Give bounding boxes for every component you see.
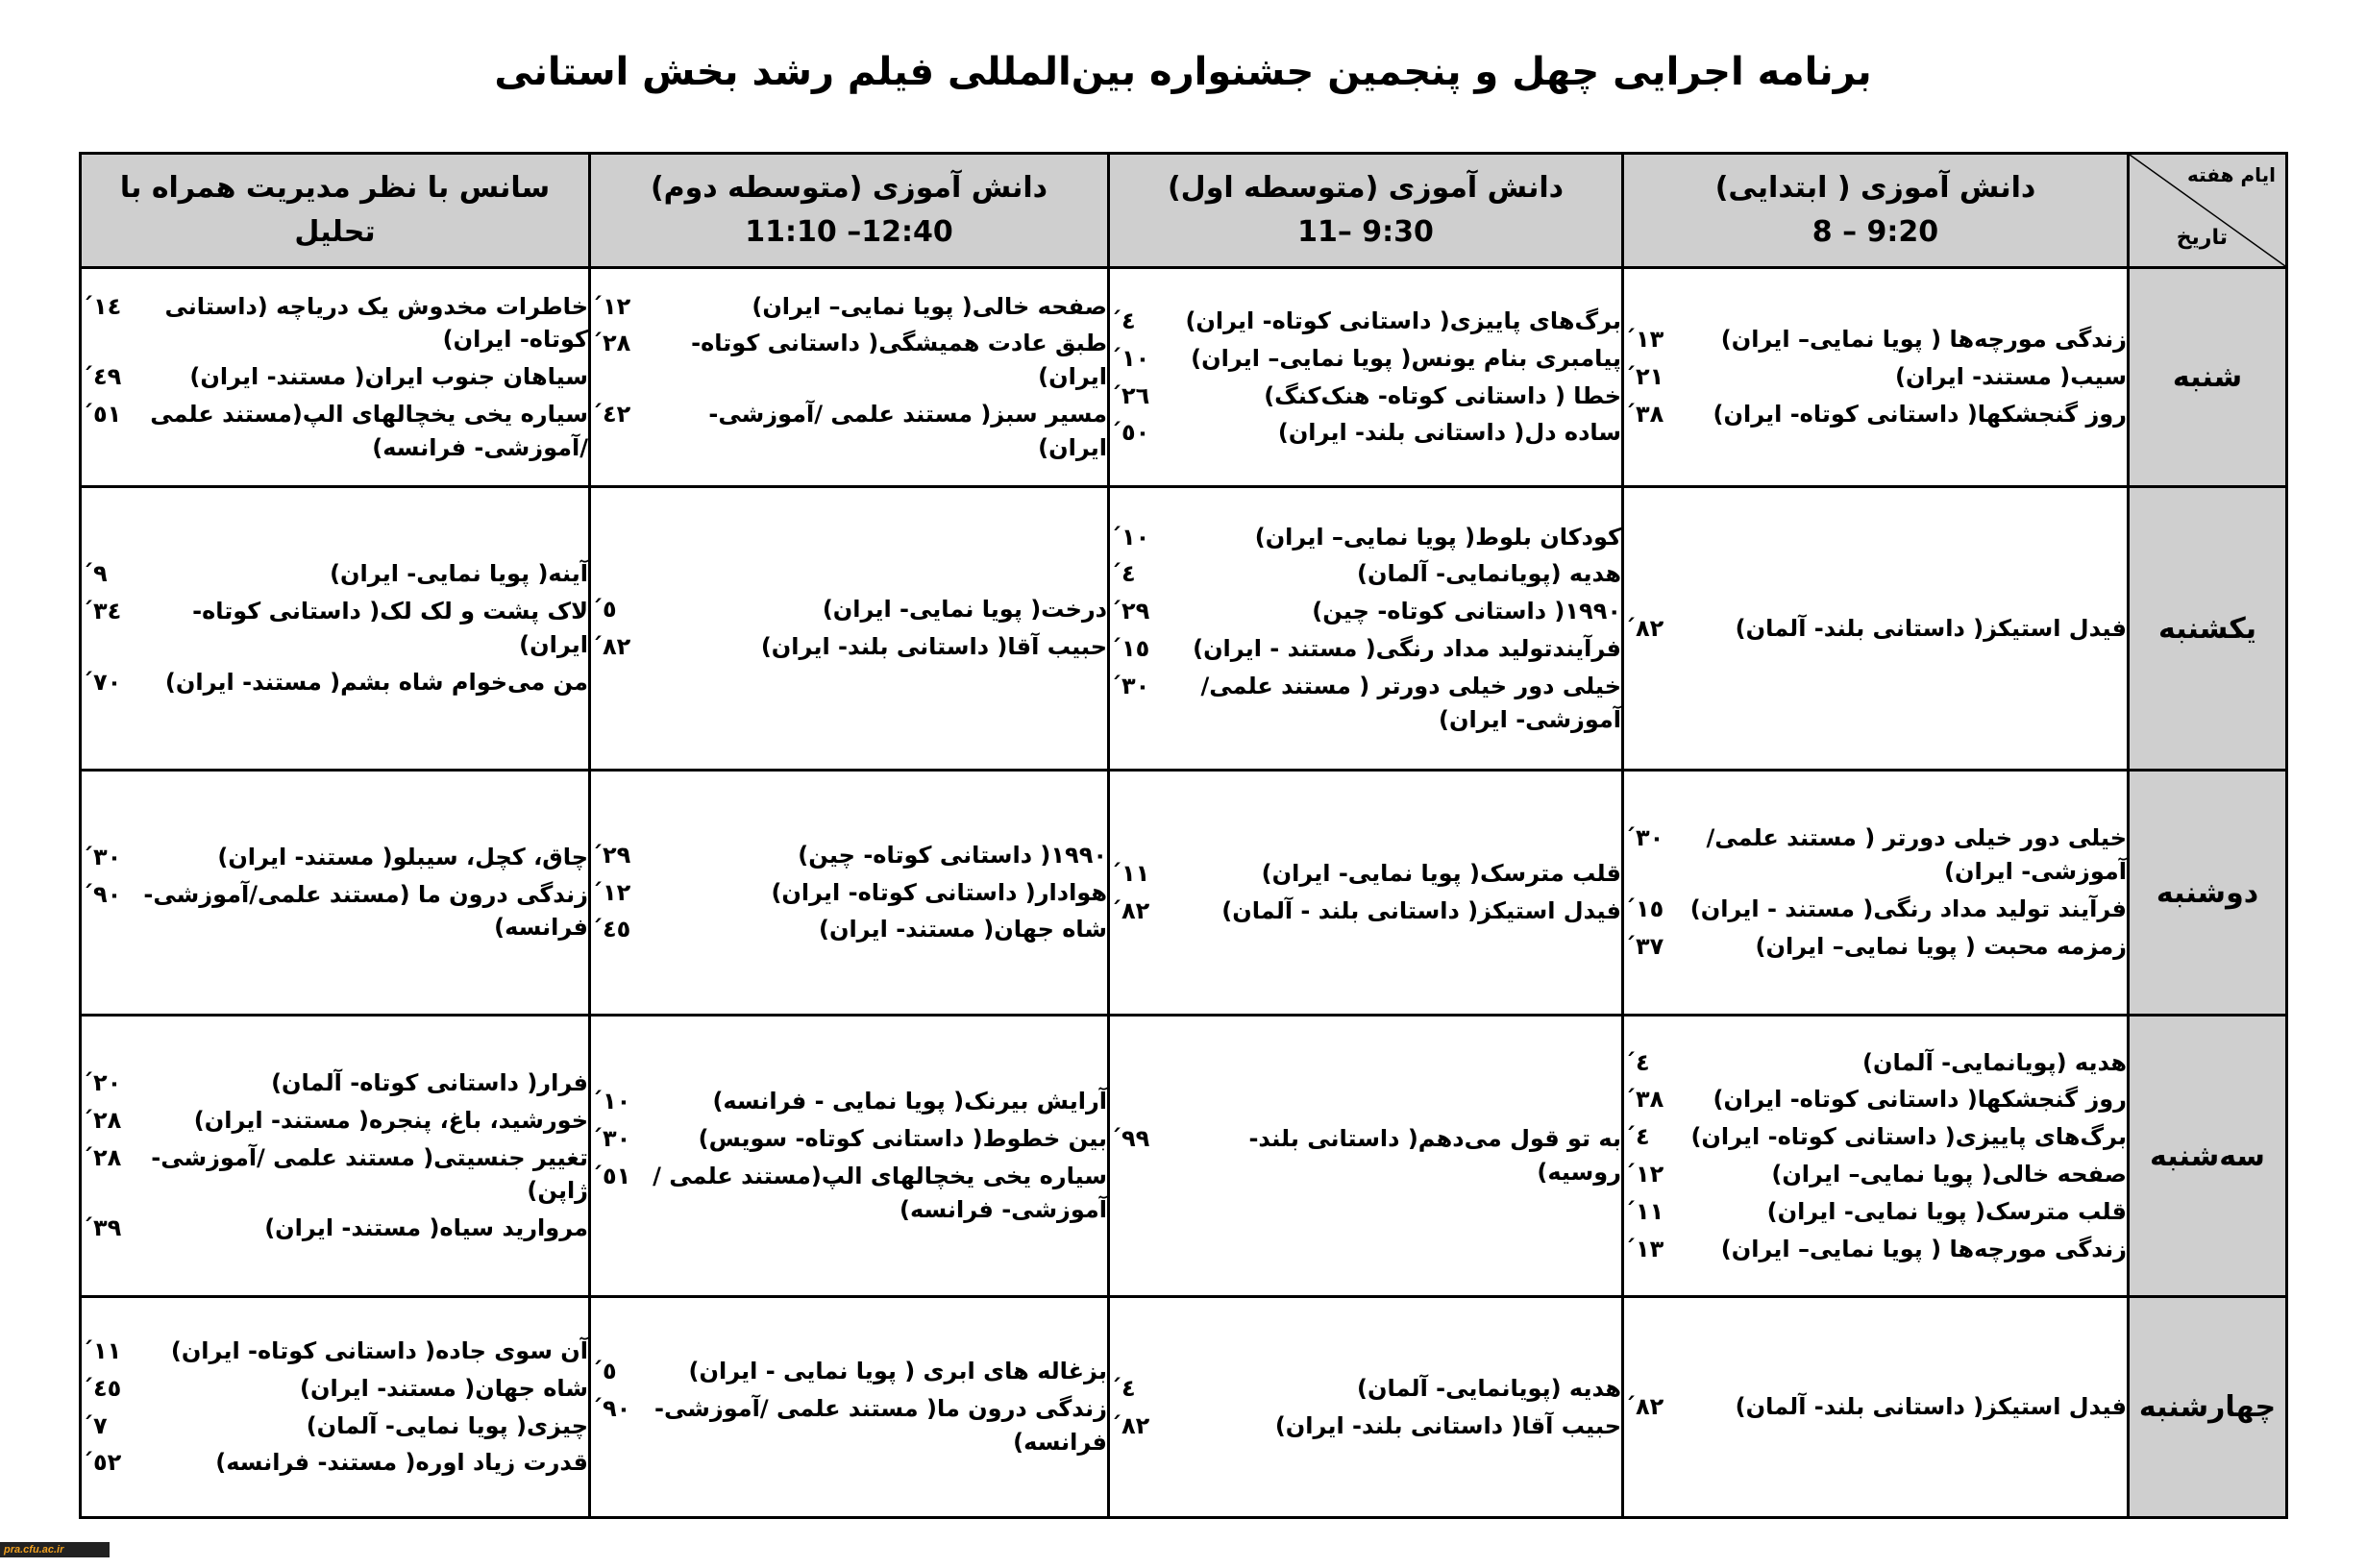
film-item [591,1355,1107,1388]
film-title: سیب( مستند- ایران) [1894,363,2127,391]
schedule-cell [590,1016,1109,1297]
film-duration: ١١´ [82,1336,122,1364]
film-item [82,666,588,699]
film-title: ١٩٩٠( داستانی کوتاه- چین) [1312,598,1621,625]
film-title: هدیه (پویانمایی- آلمان) [1357,1374,1621,1402]
film-duration: ٥١´ [82,400,122,428]
film-item [1624,821,2127,889]
film-duration: ٣٨´ [1624,400,1664,428]
film-duration: ١٠´ [1110,523,1150,551]
film-item [1110,894,1621,928]
schedule-cell [1109,1297,1623,1518]
film-title: ساده دل( داستانی بلند- ایران) [1277,419,1621,447]
schedule-cell [1623,268,2129,487]
film-title: زمزمه محبت ( پویا نمایی– ایران) [1755,932,2127,960]
film-item [1110,557,1621,591]
film-duration: ١٠´ [591,1088,631,1115]
schedule-table [79,152,2288,1519]
film-title: حبیب آقا( داستانی بلند- ایران) [1274,1411,1621,1439]
day-cell: شنبه [2129,268,2287,487]
film-duration: ٣٨´ [1624,1086,1664,1114]
film-title: خطا ( داستانی کوتاه- هنک‌کنگ) [1264,381,1621,409]
film-item [82,1409,588,1443]
table-row [81,771,2287,1016]
film-title: آینه( پویا نمایی- ایران) [330,560,588,588]
film-title: پیامبری بنام یونس( پویا نمایی– ایران) [1191,344,1621,372]
film-item [591,1160,1107,1227]
film-duration: ١٣´ [1624,326,1664,354]
film-item [82,557,588,591]
film-item [591,593,1107,626]
film-title: خیلی دور خیلی دورتر ( مستند علمی/ آموزشی- ایران) [1200,672,1621,733]
film-duration: ٢٩´ [591,841,631,869]
day-cell: سه‌شنبه [2129,1016,2287,1297]
film-title: من می‌خوام شاه بشم( مستند- ایران) [164,668,588,696]
schedule-cell [81,268,590,487]
film-title: شاه جهان( مستند- ایران) [300,1374,588,1402]
film-item [1624,360,2127,394]
film-title: هدیه (پویانمایی- آلمان) [1862,1048,2127,1076]
schedule-cell [590,1297,1109,1518]
film-duration: ٣٠´ [1624,824,1664,852]
film-duration: ٢٩´ [1110,598,1150,625]
schedule-cell [590,487,1109,771]
film-item [82,1335,588,1368]
film-title: فرآیندتولید مداد رنگی( مستند - ایران) [1193,635,1621,662]
film-duration: ١٢´ [591,292,631,320]
schedule-cell [1109,1016,1623,1297]
film-item [1624,893,2127,926]
film-item [1624,1083,2127,1116]
schedule-cell [1623,1297,2129,1518]
film-item [1624,1158,2127,1191]
schedule-cell [81,1016,590,1297]
film-title: لاک پشت و لک لک( داستانی کوتاه- ایران) [192,598,588,658]
film-item [82,1446,588,1480]
film-item [82,360,588,394]
film-duration: ٥٠´ [1110,419,1150,447]
film-duration: ١٣´ [1624,1235,1664,1262]
schedule-cell [1623,487,2129,771]
film-duration: ٢٨´ [82,1143,122,1171]
film-title: فرآیند تولید مداد رنگی( مستند - ایران) [1689,895,2127,922]
column-label: دانش آموزی ( ابتدایی) [1714,170,2036,205]
film-duration: ٥´ [591,1358,617,1385]
film-title: زندگی درون ما (مستند علمی/آموزشی-فرانسه) [143,880,588,942]
film-duration: ٥٢´ [82,1449,122,1477]
film-duration: ٨٢´ [1110,897,1150,924]
film-item [82,290,588,357]
film-duration: ١٢´ [1624,1161,1664,1188]
film-duration: ١٥´ [1110,635,1150,662]
film-title: مسیر سبز( مستند علمی /آموزشی- ایران) [708,400,1107,461]
film-title: صفحه خالی( پویا نمایی– ایران) [752,292,1107,320]
film-title: هوادار( داستانی کوتاه- ایران) [771,878,1107,906]
film-item [1624,398,2127,431]
film-duration: ٣٠´ [591,1125,631,1153]
film-duration: ١٢´ [591,878,631,906]
table-row [81,1297,2287,1518]
schedule-cell [1109,771,1623,1016]
film-duration: ٤٢´ [591,400,631,428]
film-title: چیزی( پویا نمایی- آلمان) [306,1411,588,1439]
column-time: 11– 9:30 [1297,215,1434,249]
film-title: سیاره یخی یخچالهای الپ(مستند علمی /آموزشی- فرانسه) [150,400,588,461]
film-item [1624,1046,2127,1080]
film-title: روز گنجشکها( داستانی کوتاه- ایران) [1713,400,2127,428]
film-duration: ٢١´ [1624,363,1664,391]
film-title: مروارید سیاه( مستند- ایران) [264,1214,588,1242]
film-item [1624,1390,2127,1424]
film-item [1624,1195,2127,1229]
film-item [1110,416,1621,450]
film-duration: ٨٢´ [1624,614,1664,642]
film-duration: ١٠´ [1110,344,1150,372]
film-duration: ٩٩´ [1110,1125,1150,1153]
film-item [1624,612,2127,646]
film-item [591,839,1107,872]
schedule-cell [1623,1016,2129,1297]
film-item [1110,857,1621,891]
day-cell: چهارشنبه [2129,1297,2287,1518]
film-title: شاه جهان( مستند- ایران) [819,916,1107,943]
film-title: فیدل استیکز( داستانی بلند- آلمان) [1735,614,2127,642]
film-duration: ٩٠´ [591,1395,631,1423]
film-title: زندگی مورچه‌ها ( پویا نمایی– ایران) [1720,326,2127,354]
schedule-cell [1109,487,1623,771]
film-duration: ٧٠´ [82,668,122,696]
column-header-management-session [81,154,590,268]
film-duration: ٣٩´ [82,1214,122,1242]
column-header-elementary [1623,154,2129,268]
column-label: دانش آموزی (متوسطه دوم) [650,170,1048,205]
film-title: صفحه خالی( پویا نمایی– ایران) [1771,1161,2127,1188]
film-title: خاطرات مخدوش یک دریاچه (داستانی کوتاه- ایران) [164,292,588,354]
film-item [82,878,588,945]
corner-header [2129,154,2287,268]
film-title: فیدل استیکز( داستانی بلند - آلمان) [1221,897,1621,924]
film-duration: ٥١´ [591,1163,631,1189]
film-item [82,595,588,662]
film-title: خورشید، باغ، پنجره( مستند- ایران) [193,1106,588,1134]
film-duration: ١٤´ [82,292,122,320]
film-item [1110,342,1621,376]
film-item [1110,595,1621,628]
column-time: 11:10 –12:40 [745,215,953,249]
film-title: هدیه (پویانمایی- آلمان) [1357,560,1621,588]
film-title: زندگی مورچه‌ها ( پویا نمایی– ایران) [1720,1235,2127,1262]
film-title: چاق، کچل، سیبلو( مستند- ایران) [217,843,588,870]
film-item [82,1104,588,1138]
film-duration: ٧´ [82,1411,108,1439]
film-duration: ٣٧´ [1624,932,1664,960]
film-duration: ١١´ [1110,860,1150,888]
film-item [1624,1233,2127,1266]
film-duration: ٤٥´ [82,1374,122,1402]
film-duration: ١١´ [1624,1197,1664,1225]
film-duration: ٨٢´ [1110,1411,1150,1439]
film-item [82,1141,588,1209]
film-duration: ٨٢´ [1624,1393,1664,1421]
page-title: برنامه اجرایی چهل و پنجمین جشنواره بین‌المللی فیلم رشد بخش استانی [494,50,1872,94]
film-title: فرار( داستانی کوتاه- آلمان) [271,1069,588,1096]
film-title: بین خطوط( داستانی کوتاه- سویس) [698,1125,1107,1153]
film-item [1110,1409,1621,1443]
film-item [591,876,1107,910]
film-title: فیدل استیکز( داستانی بلند- آلمان) [1735,1393,2127,1421]
film-duration: ١٥´ [1624,895,1664,922]
film-item [1110,521,1621,554]
film-item [1110,305,1621,338]
film-item [82,398,588,465]
film-title: ١٩٩٠( داستانی کوتاه- چین) [798,841,1107,869]
film-title: به تو قول می‌دهم( داستانی بلند- روسیه) [1248,1125,1621,1186]
film-title: قدرت زیاد اوره( مستند- فرانسه) [215,1449,588,1477]
film-item [591,1392,1107,1459]
film-duration: ٤´ [1110,306,1136,334]
film-title: درخت( پویا نمایی- ایران) [822,596,1107,624]
column-label: دانش آموزی (متوسطه اول) [1167,170,1565,205]
film-item [82,1066,588,1100]
film-title: حبیب آقا( داستانی بلند- ایران) [760,633,1107,660]
film-title: برگ‌های پاییزی( داستانی کوتاه- ایران) [1185,306,1621,334]
column-label: سانس با نظر مدیریت همراه با تحلیل [119,170,551,249]
film-item [591,327,1107,394]
table-row [81,268,2287,487]
header-row [81,154,2287,268]
schedule-cell [81,1297,590,1518]
date-label: تاریخ [2176,225,2228,250]
film-item [1624,1120,2127,1154]
schedule-cell [1623,771,2129,1016]
weekday-label: ایام هفته [2186,163,2276,186]
table-row [81,1016,2287,1297]
film-title: تغییر جنسیتی( مستند علمی /آموزشی- ژاپن) [151,1143,588,1205]
film-duration: ٢٠´ [82,1069,122,1096]
film-duration: ٤٥´ [591,916,631,943]
day-cell: یکشنبه [2129,487,2287,771]
table-row [81,487,2287,771]
film-duration: ٢٦´ [1110,381,1150,409]
schedule-cell [81,771,590,1016]
film-item [591,1122,1107,1156]
film-title: آرایش بیرنک( پویا نمایی - فرانسه) [712,1088,1107,1115]
film-item [1110,1372,1621,1406]
column-time: 8 – 9:20 [1811,215,1939,249]
film-item [82,1372,588,1406]
film-duration: ٩´ [82,560,108,588]
film-title: طبق عادت همیشگی( داستانی کوتاه- ایران) [691,330,1107,391]
film-title: کودکان بلوط( پویا نمایی– ایران) [1254,523,1621,551]
film-item [591,630,1107,664]
film-item [1110,632,1621,666]
film-item [1624,930,2127,964]
schedule-cell [590,771,1109,1016]
film-item [82,841,588,874]
film-title: بزغاله های ابری ( پویا نمایی - ایران) [688,1358,1107,1385]
column-header-middle-second [590,154,1109,268]
film-item [82,1212,588,1245]
film-item [591,1085,1107,1118]
film-duration: ٢٨´ [82,1106,122,1134]
film-title: آن سوی جاده( داستانی کوتاه- ایران) [170,1336,588,1364]
film-duration: ٣٤´ [82,598,122,625]
film-duration: ٢٨´ [591,330,631,357]
film-title: سیاهان جنوب ایران( مستند- ایران) [189,363,588,391]
watermark-badge: pra.cfu.ac.ir [0,1542,110,1557]
film-duration: ٣٠´ [82,843,122,870]
schedule-cell [590,268,1109,487]
film-duration: ٩٠´ [82,880,122,908]
film-item [591,290,1107,324]
film-item [591,398,1107,465]
film-duration: ٤´ [1624,1048,1650,1076]
film-item [1110,380,1621,413]
film-title: قلب مترسک( پویا نمایی- ایران) [1766,1197,2127,1225]
column-header-middle-first [1109,154,1623,268]
schedule-cell [81,487,590,771]
film-title: برگ‌های پاییزی( داستانی کوتاه- ایران) [1690,1123,2127,1151]
film-title: سیاره یخی یخچالهای الپ(مستند علمی /آموزشی- فرانسه) [653,1163,1107,1223]
film-title: روز گنجشکها( داستانی کوتاه- ایران) [1713,1086,2127,1114]
film-item [1110,670,1621,737]
film-duration: ٤´ [1110,1374,1136,1402]
film-duration: ٨٢´ [591,633,631,660]
film-duration: ٤٩´ [82,363,122,391]
film-item [1624,323,2127,356]
film-duration: ٣٠´ [1110,672,1150,699]
day-cell: دوشنبه [2129,771,2287,1016]
film-title: خیلی دور خیلی دورتر ( مستند علمی/ آموزشی- ایران) [1706,824,2127,886]
film-title: زندگی درون ما( مستند علمی /آموزشی-فرانسه) [654,1395,1107,1456]
film-title: قلب مترسک( پویا نمایی- ایران) [1261,860,1621,888]
film-item [1110,1122,1621,1189]
film-duration: ٤´ [1110,560,1136,588]
film-duration: ٤´ [1624,1123,1650,1151]
film-item [591,913,1107,946]
film-duration: ٥´ [591,596,617,624]
schedule-cell [1109,268,1623,487]
